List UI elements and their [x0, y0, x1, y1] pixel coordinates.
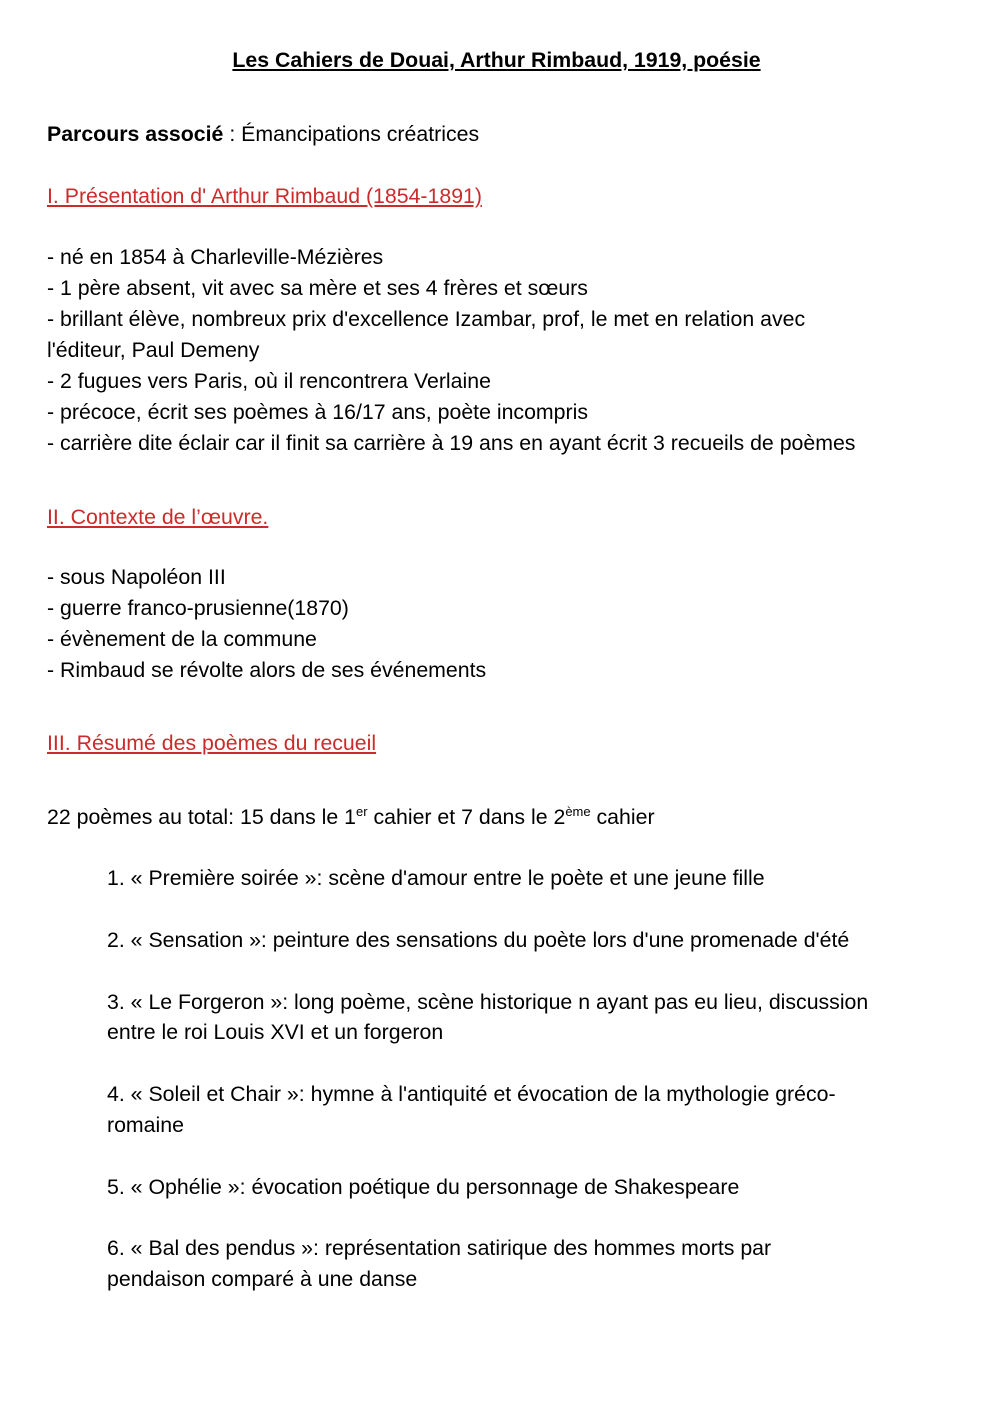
- section-2-line: - évènement de la commune: [47, 627, 317, 651]
- section-1-line: - 1 père absent, vit avec sa mère et ses 4 frères et sœurs: [47, 276, 588, 300]
- poem-item-continuation: pendaison comparé à une danse: [107, 1267, 418, 1291]
- summary-superscript: ème: [565, 803, 591, 819]
- section-1-line: - carrière dite éclair car il finit sa carrière à 19 ans en ayant écrit 3 recueils de poèmes: [47, 431, 856, 455]
- section-2-line: - Rimbaud se révolte alors de ses événements: [47, 658, 487, 682]
- poem-item: 4. « Soleil et Chair »: hymne à l'antiquité et évocation de la mythologie gréco-: [107, 1082, 836, 1106]
- document-title: Les Cahiers de Douai, Arthur Rimbaud, 1919, poésie: [232, 48, 761, 72]
- section-1-line: l'éditeur, Paul Demeny: [47, 338, 260, 362]
- parcours-line: [47, 119, 479, 150]
- poem-item: 1. « Première soirée »: scène d'amour entre le poète et une jeune fille: [107, 866, 765, 890]
- section-1-line: - 2 fugues vers Paris, où il rencontrera Verlaine: [47, 369, 491, 393]
- section-2-heading: II. Contexte de l’œuvre.: [47, 505, 269, 529]
- poem-item: 3. « Le Forgeron »: long poème, scène historique n ayant pas eu lieu, discussion: [107, 990, 869, 1014]
- section-2-line: - guerre franco-prusienne(1870): [47, 596, 349, 620]
- parcours-separator: :: [223, 122, 242, 146]
- parcours-value: Émancipations créatrices: [241, 122, 480, 146]
- parcours-label: Parcours associé: [47, 122, 224, 146]
- section-2-line: - sous Napoléon III: [47, 565, 226, 589]
- summary-text: cahier: [590, 805, 655, 829]
- section-1-line: - précoce, écrit ses poèmes à 16/17 ans, poète incompris: [47, 400, 588, 424]
- section-1-line: - né en 1854 à Charleville-Mézières: [47, 245, 384, 269]
- summary-text: 22 poèmes au total: 15 dans le 1: [47, 805, 357, 829]
- poem-item: 5. « Ophélie »: évocation poétique du personnage de Shakespeare: [107, 1175, 740, 1199]
- section-3-heading: III. Résumé des poèmes du recueil: [47, 731, 377, 755]
- poem-item: 6. « Bal des pendus »: représentation satirique des hommes morts par: [107, 1236, 772, 1260]
- section-1-heading: I. Présentation d' Arthur Rimbaud (1854-1891): [47, 184, 482, 208]
- summary-superscript: er: [356, 803, 368, 819]
- section-1-line: - brillant élève, nombreux prix d'excellence Izambar, prof, le met en relation avec: [47, 307, 806, 331]
- poem-item-continuation: entre le roi Louis XVI et un forgeron: [107, 1020, 444, 1044]
- poems-summary: [47, 802, 655, 833]
- poem-item-continuation: romaine: [107, 1113, 184, 1137]
- poem-item: 2. « Sensation »: peinture des sensations du poète lors d'une promenade d'été: [107, 928, 850, 952]
- summary-text: cahier et 7 dans le 2: [367, 805, 566, 829]
